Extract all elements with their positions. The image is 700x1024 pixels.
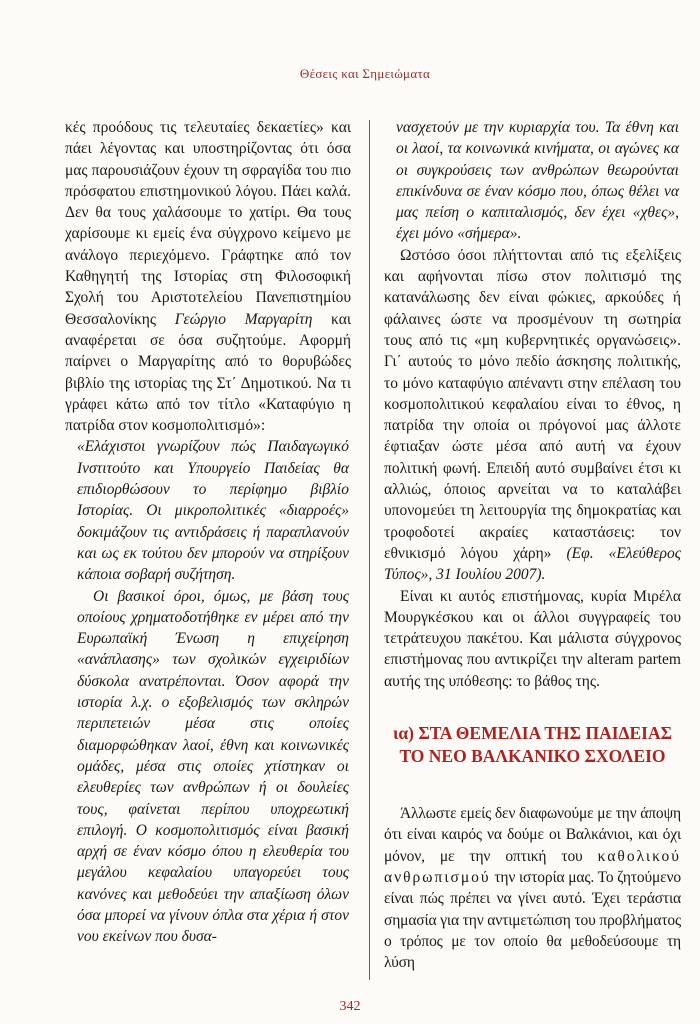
- quote-paragraph: νασχετούν με την κυριαρχία του. Τα έθνη και οι λαοί, τα κοινωνικά κινήματα, οι αγώνες κα οι συγκρούσεις των ανθρώπων θεωρούνται επικίνδυνα σε έναν κόσμο που, όπως θέλει να μας πείση ο καπιταλισμός, δεν έχει «χθες», έχει μόνο «σήμερα».: [396, 119, 679, 243]
- paragraph-text: Άλλωστε εμείς δεν διαφωνούμε με την άποψη ότι είναι καιρός να δούμε οι Βαλκάνιοι, και όχι μόνον, με την οπτική του: [384, 805, 681, 865]
- author-name: Γεώργιο Μαργαρίτη: [174, 310, 313, 328]
- paragraph-text: και αναφέρεται σε όσα συζητούμε. Αφορμή παίρνει ο Μαργαρίτης από το θορυβώδες βιβλίο της ιστορίας της Στ΄ Δημοτικού. Να τι γράφει κάτω από τον τίτλο «Καταφύγιο η πατρίδα στον κοσμοπολιτισμό»:: [65, 310, 351, 435]
- citation: (Εφ. «Ελεύθερος Τύπος», 31 Ιουλίου 2007).: [384, 544, 681, 584]
- paragraph-text: Ωστόσο όσοι πλήττονται από τις εξελίξεις και αφήνονται πίσω στον πολιτισμό της κατανάλωσης δεν είναι φώκιες, αρκούδες ή φάλαινες ώστε να προσμένουν τη σωτηρία τους από τις «μη κυβερνητικές οργανώσεις». Γι΄ αυτούς το μόνο πεδίο άσκησης πολιτικής, το μόνο καταφύγιο απέναντι στην επέλαση του κοσμοπολιτικού κεφαλαίου είναι το έθνος, η πατρίδα την οποία οι πρόγονοί μας άλλοτε έφτιαξαν ώστε μέσα από αυτή να έχουν πολιτική φωνή. Επειδή αυτό συμβαίνει έτσι κι αλλιώς, όποιος αρνείται να το καταλάβει υπονομεύει τη λειτουργία της δημοκρατίας και τροφοδοτεί ακραίες καταστάσεις: τον εθνικισμό λόγου χάρη»: [384, 246, 681, 562]
- paragraph-text: κές προόδους τις τελευταίες δεκαετίες» και πάει λέγοντας και υποστηρίζοντας ότι όσα μας παρουσιάζουν έχουν τη σφραγίδα του πιο πρόσφατου επιστημονικού λόγου. Πάει καλά. Δεν θα τους χαλάσουμε το χατίρι. Θα τους χαρίσουμε κι εμείς ένα σύγχρονο κείμενο με ανάλογο περιεχόμενο. Γράφτηκε από τον Καθηγητή της Ιστορίας στη Φιλοσοφική Σχολή του Αριστοτελείου Πανεπιστημίου Θεσσαλονίκης: [65, 119, 351, 328]
- paragraph-text: την ιστορία μας. Το ζητούμενο είναι πώς πρέπει να γίνει αυτό. Έχει τεράστια σημασία για την αντιμετώπιση του προβλήματος ο τρόπος με τον οποίο θα μεθοδεύσουμε τη λύση: [384, 868, 681, 972]
- quote-paragraph: «Ελάχιστοι γνωρίζουν πώς Παιδαγωγικό Ινστιτούτο και Υπουργείο Παιδείας θα επιδιορθώσουν το περίφημο βιβλίο Ιστορίας. Οι μικροπολιτικές «διαρροές» δοκιμάζουν τις αντιδράσεις ή παραπλανούν και ως εκ τούτου δεν μπορούν να στηρίξουν κάποια σοβαρή συζήτηση.: [77, 438, 349, 584]
- section-heading: [384, 722, 681, 768]
- running-head: Θέσεις και Σημειώματα: [299, 66, 431, 81]
- page-number: 342: [339, 999, 361, 1014]
- section-heading-line: ια) ΣΤΑ ΘΕΜΕΛΙΑ ΤΗΣ ΠΑΙΔΕΙΑΣ: [392, 723, 673, 744]
- paragraph: [384, 803, 681, 973]
- spaced-phrase: καθολικού ανθρωπισμού: [384, 847, 681, 886]
- right-column: [384, 117, 681, 973]
- paragraph: [384, 245, 681, 586]
- column-divider: [369, 120, 370, 980]
- left-column: [65, 117, 351, 948]
- section-heading-line: ΤΟ ΝΕΟ ΒΑΛΚΑΝΙΚΟ ΣΧΟΛΕΙΟ: [399, 746, 666, 767]
- paragraph: Είναι κι αυτός επιστήμονας, κυρία Μιρέλα Μουργκέσκου και οι άλλοι συγγραφείς του τετράτευχου πακέτου. Και μάλιστα σύγχρονος επιστήμονας που αντικρίζει την alteram partem αυτής της υπόθεσης: το βάθος της.: [384, 587, 681, 690]
- quote-paragraph: Οι βασικοί όροι, όμως, με βάση τους οποίους χρηματοδοτήθηκε εν μέρει από την Ευρωπαϊκή Ένωση η επιχείρηση «ανάπλασης» των σχολικών εγχειριδίων δύσκολα ανατρέπονται. Όσον αφορά την ιστορία λ.χ. ο εξοβελισμός των σκληρών περιπετειών μέσα στις οποίες διαμορφώθηκαν λαοί, έθνη και κοινωνικές ομάδες, μέσα στις οποίες χτίστηκαν οι ελευθερίες των ανθρώπων ή οι δουλείες τους, φαίνεται περίπου υποχρεωτική επιλογή. Ο κοσμοπολιτισμός είναι βασική αρχή σε έναν κόσμο όπου η ελευθερία του μεγάλου κεφαλαίου υπαγορεύει τους κανόνες και μεθοδεύει την απαξίωση όλων όσα μπορεί να γίνουν όπλα στα χέρια ή στον νου εκείνων που δυσα-: [77, 587, 349, 946]
- paragraph: [65, 117, 351, 436]
